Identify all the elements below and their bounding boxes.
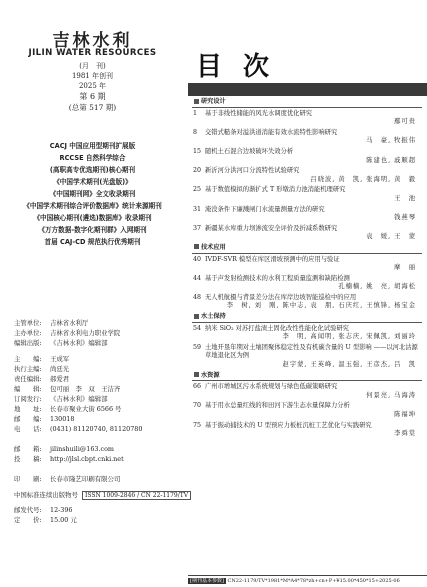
info-row <box>14 318 184 328</box>
info-row <box>14 474 184 484</box>
info-key: 印 刷: <box>14 475 42 483</box>
info-row <box>14 414 184 424</box>
journal-founded: 1981 年创刊 <box>71 72 114 80</box>
info-row <box>14 424 184 434</box>
journal-parameters <box>188 575 427 584</box>
info-key: 主管单位: <box>14 319 42 327</box>
info-key: 执行主编: <box>14 365 42 373</box>
toc-article-title: 广州市增城区污水系统规划与绿色低碳策略研究 <box>205 383 338 391</box>
info-value: 包可丽 李 双 王洁齐 <box>50 385 121 393</box>
toc-article-title: 基于振动捕技术的 U 型预应力板桩沉桩工艺优化与实践研究 <box>205 421 372 429</box>
info-key: 主办单位: <box>14 329 42 337</box>
indexing-list <box>0 140 185 248</box>
info-value: 长春市隆艺印刷有限公司 <box>50 475 121 483</box>
parameters-text: CN22-1179/TV*1981*M*A4*78*zh+cn+P+¥15.00*450*15+2025-06 <box>227 578 400 584</box>
info-row <box>14 328 184 338</box>
info-key: 编辑出版: <box>14 339 42 347</box>
cover-info-column <box>0 0 189 587</box>
toc-page-number: 70 <box>193 402 202 410</box>
info-value: (0431) 81120740, 81120780 <box>50 425 143 433</box>
toc-entry[interactable] <box>192 110 422 119</box>
info-value[interactable]: http://jlsl.cbpt.cnki.net <box>50 455 124 463</box>
toc-page-number: 40 <box>193 255 202 263</box>
info-key: 邮 编: <box>14 415 42 423</box>
toc-authors: 陈福坤 <box>394 411 416 418</box>
info-row <box>14 515 184 525</box>
toc-entry[interactable] <box>192 383 422 392</box>
toc-authors: 李舜棠 <box>394 430 416 438</box>
info-row <box>14 354 184 364</box>
indexing-line: 首届 CAJ-CD 规范执行优秀期刊 <box>44 238 141 246</box>
toc-authors: 吕晓波, 黄 凯, 张海明, 黄 毅 <box>310 175 416 183</box>
toc-page-number: 66 <box>193 383 202 391</box>
indexing-line: 《中国期刊网》全文收录期刊 <box>49 190 136 198</box>
toc-page-number: 59 <box>193 343 202 351</box>
contents-heading: 目 次 <box>196 52 276 82</box>
toc-authors: 马 豪, 牧振伟 <box>366 137 416 145</box>
info-key: 邮发代号: <box>14 506 42 514</box>
toc-page-number: 37 <box>193 224 202 232</box>
toc-authors: 何景亮, 马海涛 <box>366 391 416 399</box>
info-value: 《吉林水利》编辑部 <box>50 339 108 347</box>
indexing-line: (高职高专优选期刊)核心期刊 <box>49 166 136 174</box>
toc-article-title: 交错式糙条对溢洪道消能有效水流特性影响研究 <box>205 128 338 136</box>
info-row <box>14 444 184 454</box>
toc-page-number: 31 <box>193 205 202 213</box>
parameters-label: [期刊基本参数] <box>190 578 224 584</box>
toc-section-header: 水资源 <box>192 372 422 382</box>
info-row <box>14 454 184 464</box>
info-key: 订阅发行: <box>14 395 42 403</box>
toc-article-title: 基于用水总量红线的和田河下游生态水量保障力分析 <box>205 402 350 410</box>
info-key: 电 话: <box>14 425 42 433</box>
toc-section-header: 技术应用 <box>192 244 422 254</box>
journal-issue: 第 6 期 <box>79 92 106 101</box>
toc-entry[interactable] <box>192 186 422 195</box>
toc-article-title: 基于声发射检测技术的水利工程质量监测和缺陷检测 <box>205 274 350 282</box>
indexing-line: RCCSE 自然科学综合 <box>59 154 126 162</box>
toc-article-title: 基于非线性储能的风光水调度优化研究 <box>205 109 313 117</box>
toc-article-title: 基于数值模拟的渐扩式 T 形墩消力池消能机理研究 <box>205 186 346 194</box>
toc-article-title: 土地开垦年期对土壤团聚体稳定性及有机碳含量的 U 型影响 ——以河北沽源草地退化区为例 <box>205 343 418 360</box>
journal-en-title: JILIN WATER RESOURCES <box>28 48 157 58</box>
info-row <box>14 505 184 515</box>
info-key: 责任编辑: <box>14 375 42 383</box>
info-value: 吉林省水利厅 <box>50 319 89 327</box>
info-value: 吉林省水利电力职业学院 <box>50 329 121 337</box>
toc-authors: 钱燕琴 <box>394 214 416 222</box>
indexing-line: 《万方数据-数字化期刊群》入网期刊 <box>38 226 147 234</box>
info-value: 12-396 <box>50 506 73 514</box>
toc-page-number: 15 <box>193 147 202 155</box>
info-row <box>14 374 184 384</box>
info-value: 15.00 元 <box>50 516 77 524</box>
info-key: 主 编: <box>14 355 42 363</box>
toc-entry[interactable] <box>192 402 422 411</box>
info-value: 130018 <box>50 415 75 423</box>
info-value: 郝爱君 <box>50 375 70 383</box>
publication-info <box>14 318 189 525</box>
toc-authors: 袁 媛, 王 蒙 <box>366 233 416 241</box>
toc-page-number: 48 <box>193 293 202 301</box>
journal-cn-title: 吉林水利 <box>52 31 133 51</box>
info-row <box>14 490 189 501</box>
toc-page-number: 8 <box>193 128 198 136</box>
indexing-line: 《中国核心期刊(遴选)数据库》收录期刊 <box>33 214 152 222</box>
toc-article-title: 纳米 SiO₂ 对苏打盐渍土固化改性性能化化试验研究 <box>205 324 349 332</box>
toc-authors: 陈建也, 戚顺超 <box>366 156 416 164</box>
toc-entry[interactable] <box>192 256 422 265</box>
info-value: ISSN 1009-2846 / CN 22-1179/TV <box>82 491 191 500</box>
info-row <box>14 338 184 348</box>
info-value: 《吉林水利》编辑部 <box>50 395 108 403</box>
journal-total: (总第 517 期) <box>68 103 117 112</box>
toc-authors: 鄢可贵 <box>394 118 416 126</box>
info-key: 投 稿: <box>14 455 42 463</box>
toc-article-title: IVDF-SVR 模型在库区滑坡预测中的应用与验证 <box>205 255 340 263</box>
toc-entry[interactable] <box>192 206 422 215</box>
toc-authors: 赵宇蒙, 王英峰, 温玉强, 王彦杰, 吕 凯 <box>282 361 416 369</box>
toc-article-title: 无人机航摄与背景差分法在库岸边坡智能巡检中的应用 <box>205 293 357 301</box>
journal-frequency: (月 刊) <box>79 62 106 70</box>
toc-article-title: 随机土石混合边坡破坏失效分析 <box>205 147 294 155</box>
toc-page-number: 75 <box>193 421 202 429</box>
indexing-line: 《中国学术期刊(光盘版)》 <box>53 178 132 186</box>
info-row <box>14 364 184 374</box>
toc-authors: 摩 丽 <box>394 264 416 272</box>
toc-page-number: 54 <box>193 324 202 332</box>
toc-authors: 孔楠楠, 姚 亮, 胡海松 <box>338 283 416 291</box>
info-value: 尚廷光 <box>50 365 70 373</box>
info-value: 长春市聚业大街 6566 号 <box>50 405 122 413</box>
toc-page-number: 25 <box>193 186 202 194</box>
info-row <box>14 394 184 404</box>
toc-list <box>192 97 422 441</box>
toc-article-title: 新沂河分洪河口分流特性试验研究 <box>205 167 300 175</box>
toc-authors: 王 池 <box>394 194 416 202</box>
info-key: 编 辑: <box>14 385 42 393</box>
info-key: 地 址: <box>14 405 42 413</box>
toc-entry[interactable] <box>192 422 422 431</box>
toc-section-header: 研究设计 <box>192 98 422 108</box>
toc-page-number: 44 <box>193 274 202 282</box>
toc-entry[interactable] <box>192 344 422 361</box>
info-key: 邮 箱: <box>14 445 42 453</box>
info-row <box>14 384 184 394</box>
toc-authors: 李 明, 高闻明, 张志庆, 宋佩凯, 刘丽玲 <box>282 333 416 341</box>
toc-article-title: 新疆某水库重力坝渗流安全评价及折减系数研究 <box>205 224 338 232</box>
indexing-line: CACJ 中国应用型期刊扩展版 <box>49 142 136 150</box>
indexing-line: 《中国学术期刊综合评价数据库》统计来源期刊 <box>23 202 162 210</box>
info-value[interactable]: jilinshuili@163.com <box>50 445 114 453</box>
toc-entry[interactable] <box>192 275 422 284</box>
info-row <box>14 404 184 414</box>
toc-entry[interactable] <box>192 167 422 176</box>
info-key: 定 价: <box>14 516 42 524</box>
info-key: 中国标准连续出版物号 <box>14 491 78 499</box>
toc-page-number: 1 <box>193 109 198 117</box>
table-of-contents <box>188 0 427 587</box>
toc-authors: 李 树, 刘 刚, 陈中志, 袁 朋, 石庆红, 王慎锋, 杨宝金 <box>226 302 416 310</box>
toc-entry[interactable] <box>192 148 422 157</box>
toc-article-title: 淹没条件下廉溅闸门水流量测量方法的研究 <box>205 205 325 213</box>
toc-section-header: 水土保持 <box>192 313 422 323</box>
journal-year: 2025 年 <box>78 82 107 90</box>
toc-entry[interactable] <box>192 325 422 334</box>
info-value: 王成军 <box>50 355 70 363</box>
heading-bar <box>188 83 427 96</box>
toc-page-number: 20 <box>193 167 202 175</box>
